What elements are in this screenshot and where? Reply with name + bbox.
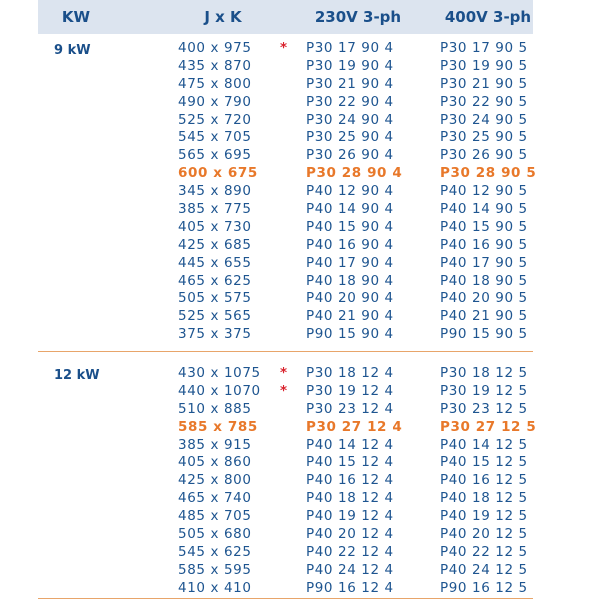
code-230v-cell: P30 25 90 4 (306, 129, 394, 146)
header-kw: KW (61, 8, 91, 26)
dimension-cell: 585 x 595 (178, 561, 252, 578)
table-row (38, 219, 533, 237)
code-230v-cell: P40 15 90 4 (306, 218, 394, 235)
dimension-cell: 405 x 730 (178, 218, 252, 235)
code-230v-cell: P40 20 12 4 (306, 526, 394, 543)
table-row (38, 147, 533, 165)
dimension-cell: 405 x 860 (178, 454, 252, 471)
table-row (38, 255, 533, 273)
code-400v-cell: P30 23 12 5 (440, 400, 528, 417)
table-row (38, 165, 537, 183)
table-row (38, 472, 533, 490)
code-400v-cell: P40 15 12 5 (440, 454, 528, 471)
dimension-cell: 440 x 1070 (178, 382, 261, 399)
code-230v-cell: P30 26 90 4 (306, 147, 394, 164)
code-400v-cell: P30 22 90 5 (440, 93, 528, 110)
table-row (38, 201, 533, 219)
code-230v-cell: P40 16 90 4 (306, 236, 394, 253)
code-230v-cell: P30 19 12 4 (306, 382, 394, 399)
asterisk-marker: * (280, 365, 288, 381)
table-row (38, 76, 533, 94)
dimension-cell: 425 x 800 (178, 472, 252, 489)
code-230v-cell: P40 12 90 4 (306, 183, 394, 200)
code-400v-cell: P30 21 90 5 (440, 75, 528, 92)
code-400v-cell: P40 14 12 5 (440, 436, 528, 453)
table-row (38, 273, 533, 291)
header-jk: J x K (204, 8, 242, 26)
table-row (38, 508, 533, 526)
dimension-cell: 545 x 705 (178, 129, 252, 146)
code-230v-cell: P40 14 90 4 (306, 201, 394, 218)
table-row (38, 112, 533, 130)
dimension-cell: 385 x 915 (178, 436, 252, 453)
code-400v-cell: P30 18 12 5 (440, 365, 528, 381)
code-400v-cell: P30 19 12 5 (440, 382, 528, 399)
section-rows (38, 40, 537, 344)
header-400v: 400V 3-ph (444, 8, 532, 26)
section-kw-label: 9 kW (54, 43, 91, 58)
code-400v-cell: P40 16 12 5 (440, 472, 528, 489)
code-230v-cell: P30 19 90 4 (306, 57, 394, 74)
section-rows (38, 365, 537, 598)
table-row (38, 526, 533, 544)
table-row (38, 326, 533, 344)
table-row (38, 94, 533, 112)
code-230v-cell: P40 16 12 4 (306, 472, 394, 489)
code-400v-cell: P90 16 12 5 (440, 579, 528, 596)
code-230v-cell: P90 15 90 4 (306, 326, 394, 343)
code-230v-cell: P40 17 90 4 (306, 254, 394, 271)
code-230v-cell: P40 24 12 4 (306, 561, 394, 578)
section-divider-bottom (38, 598, 533, 599)
dimension-cell: 430 x 1075 (178, 365, 261, 381)
code-400v-cell: P40 17 90 5 (440, 254, 528, 271)
dimension-cell: 475 x 800 (178, 75, 252, 92)
code-400v-cell: P40 22 12 5 (440, 543, 528, 560)
dimension-cell: 525 x 565 (178, 308, 252, 325)
table-row (38, 129, 533, 147)
code-400v-cell: P30 19 90 5 (440, 57, 528, 74)
dimension-cell: 435 x 870 (178, 57, 252, 74)
code-230v-cell: P30 27 12 4 (306, 418, 403, 435)
code-400v-cell: P40 15 90 5 (440, 218, 528, 235)
dimension-cell: 465 x 625 (178, 272, 252, 289)
code-230v-cell: P30 28 90 4 (306, 165, 403, 182)
header-230v: 230V 3-ph (314, 8, 402, 26)
dimension-cell: 445 x 655 (178, 254, 252, 271)
table-row (38, 544, 533, 562)
asterisk-marker: * (280, 40, 288, 56)
code-230v-cell: P30 23 12 4 (306, 400, 394, 417)
dimension-cell: 485 x 705 (178, 508, 252, 525)
code-400v-cell: P40 19 12 5 (440, 508, 528, 525)
code-230v-cell: P30 22 90 4 (306, 93, 394, 110)
code-400v-cell: P30 17 90 5 (440, 40, 528, 56)
code-400v-cell: P40 21 90 5 (440, 308, 528, 325)
code-230v-cell: P30 18 12 4 (306, 365, 394, 381)
code-400v-cell: P30 26 90 5 (440, 147, 528, 164)
code-230v-cell: P30 21 90 4 (306, 75, 394, 92)
code-400v-cell: P30 27 12 5 (440, 418, 537, 435)
asterisk-marker: * (280, 382, 288, 399)
dimension-cell: 425 x 685 (178, 236, 252, 253)
code-230v-cell: P30 17 90 4 (306, 40, 394, 56)
dimension-cell: 400 x 975 (178, 40, 252, 56)
code-230v-cell: P40 20 90 4 (306, 290, 394, 307)
dimension-cell: 385 x 775 (178, 201, 252, 218)
code-230v-cell: P40 22 12 4 (306, 543, 394, 560)
code-230v-cell: P40 18 12 4 (306, 490, 394, 507)
code-400v-cell: P40 24 12 5 (440, 561, 528, 578)
table-row (38, 365, 533, 383)
code-400v-cell: P30 24 90 5 (440, 111, 528, 128)
table-row (38, 401, 533, 419)
table-row (38, 383, 533, 401)
code-400v-cell: P40 18 12 5 (440, 490, 528, 507)
code-230v-cell: P40 19 12 4 (306, 508, 394, 525)
table-row (38, 437, 533, 455)
code-230v-cell: P40 14 12 4 (306, 436, 394, 453)
section-divider (38, 351, 533, 352)
code-400v-cell: P40 18 90 5 (440, 272, 528, 289)
dimension-cell: 490 x 790 (178, 93, 252, 110)
table-row (38, 40, 533, 58)
code-400v-cell: P30 28 90 5 (440, 165, 537, 182)
table-row (38, 454, 533, 472)
code-400v-cell: P90 15 90 5 (440, 326, 528, 343)
table-row (38, 418, 537, 437)
code-400v-cell: P40 20 90 5 (440, 290, 528, 307)
table-row (38, 580, 533, 598)
code-400v-cell: P40 16 90 5 (440, 236, 528, 253)
table-row (38, 562, 533, 580)
table-row (38, 308, 533, 326)
code-230v-cell: P40 15 12 4 (306, 454, 394, 471)
dimension-cell: 345 x 890 (178, 183, 252, 200)
dimension-cell: 565 x 695 (178, 147, 252, 164)
dimension-cell: 505 x 680 (178, 526, 252, 543)
code-230v-cell: P90 16 12 4 (306, 579, 394, 596)
dimension-cell: 375 x 375 (178, 326, 252, 343)
dimension-cell: 505 x 575 (178, 290, 252, 307)
table-row (38, 290, 533, 308)
section-kw-label: 12 kW (54, 368, 100, 383)
code-230v-cell: P30 24 90 4 (306, 111, 394, 128)
table-row (38, 237, 533, 255)
code-230v-cell: P40 21 90 4 (306, 308, 394, 325)
table-row (38, 183, 533, 201)
table-row (38, 58, 533, 76)
dimension-cell: 585 x 785 (178, 418, 258, 435)
code-400v-cell: P40 20 12 5 (440, 526, 528, 543)
code-400v-cell: P40 12 90 5 (440, 183, 528, 200)
table-row (38, 490, 533, 508)
dimension-cell: 525 x 720 (178, 111, 252, 128)
code-400v-cell: P40 14 90 5 (440, 201, 528, 218)
code-230v-cell: P40 18 90 4 (306, 272, 394, 289)
dimension-cell: 410 x 410 (178, 579, 252, 596)
code-400v-cell: P30 25 90 5 (440, 129, 528, 146)
dimension-cell: 545 x 625 (178, 543, 252, 560)
dimension-cell: 465 x 740 (178, 490, 252, 507)
dimension-cell: 510 x 885 (178, 400, 252, 417)
table-header (38, 0, 533, 34)
dimension-cell: 600 x 675 (178, 165, 258, 182)
